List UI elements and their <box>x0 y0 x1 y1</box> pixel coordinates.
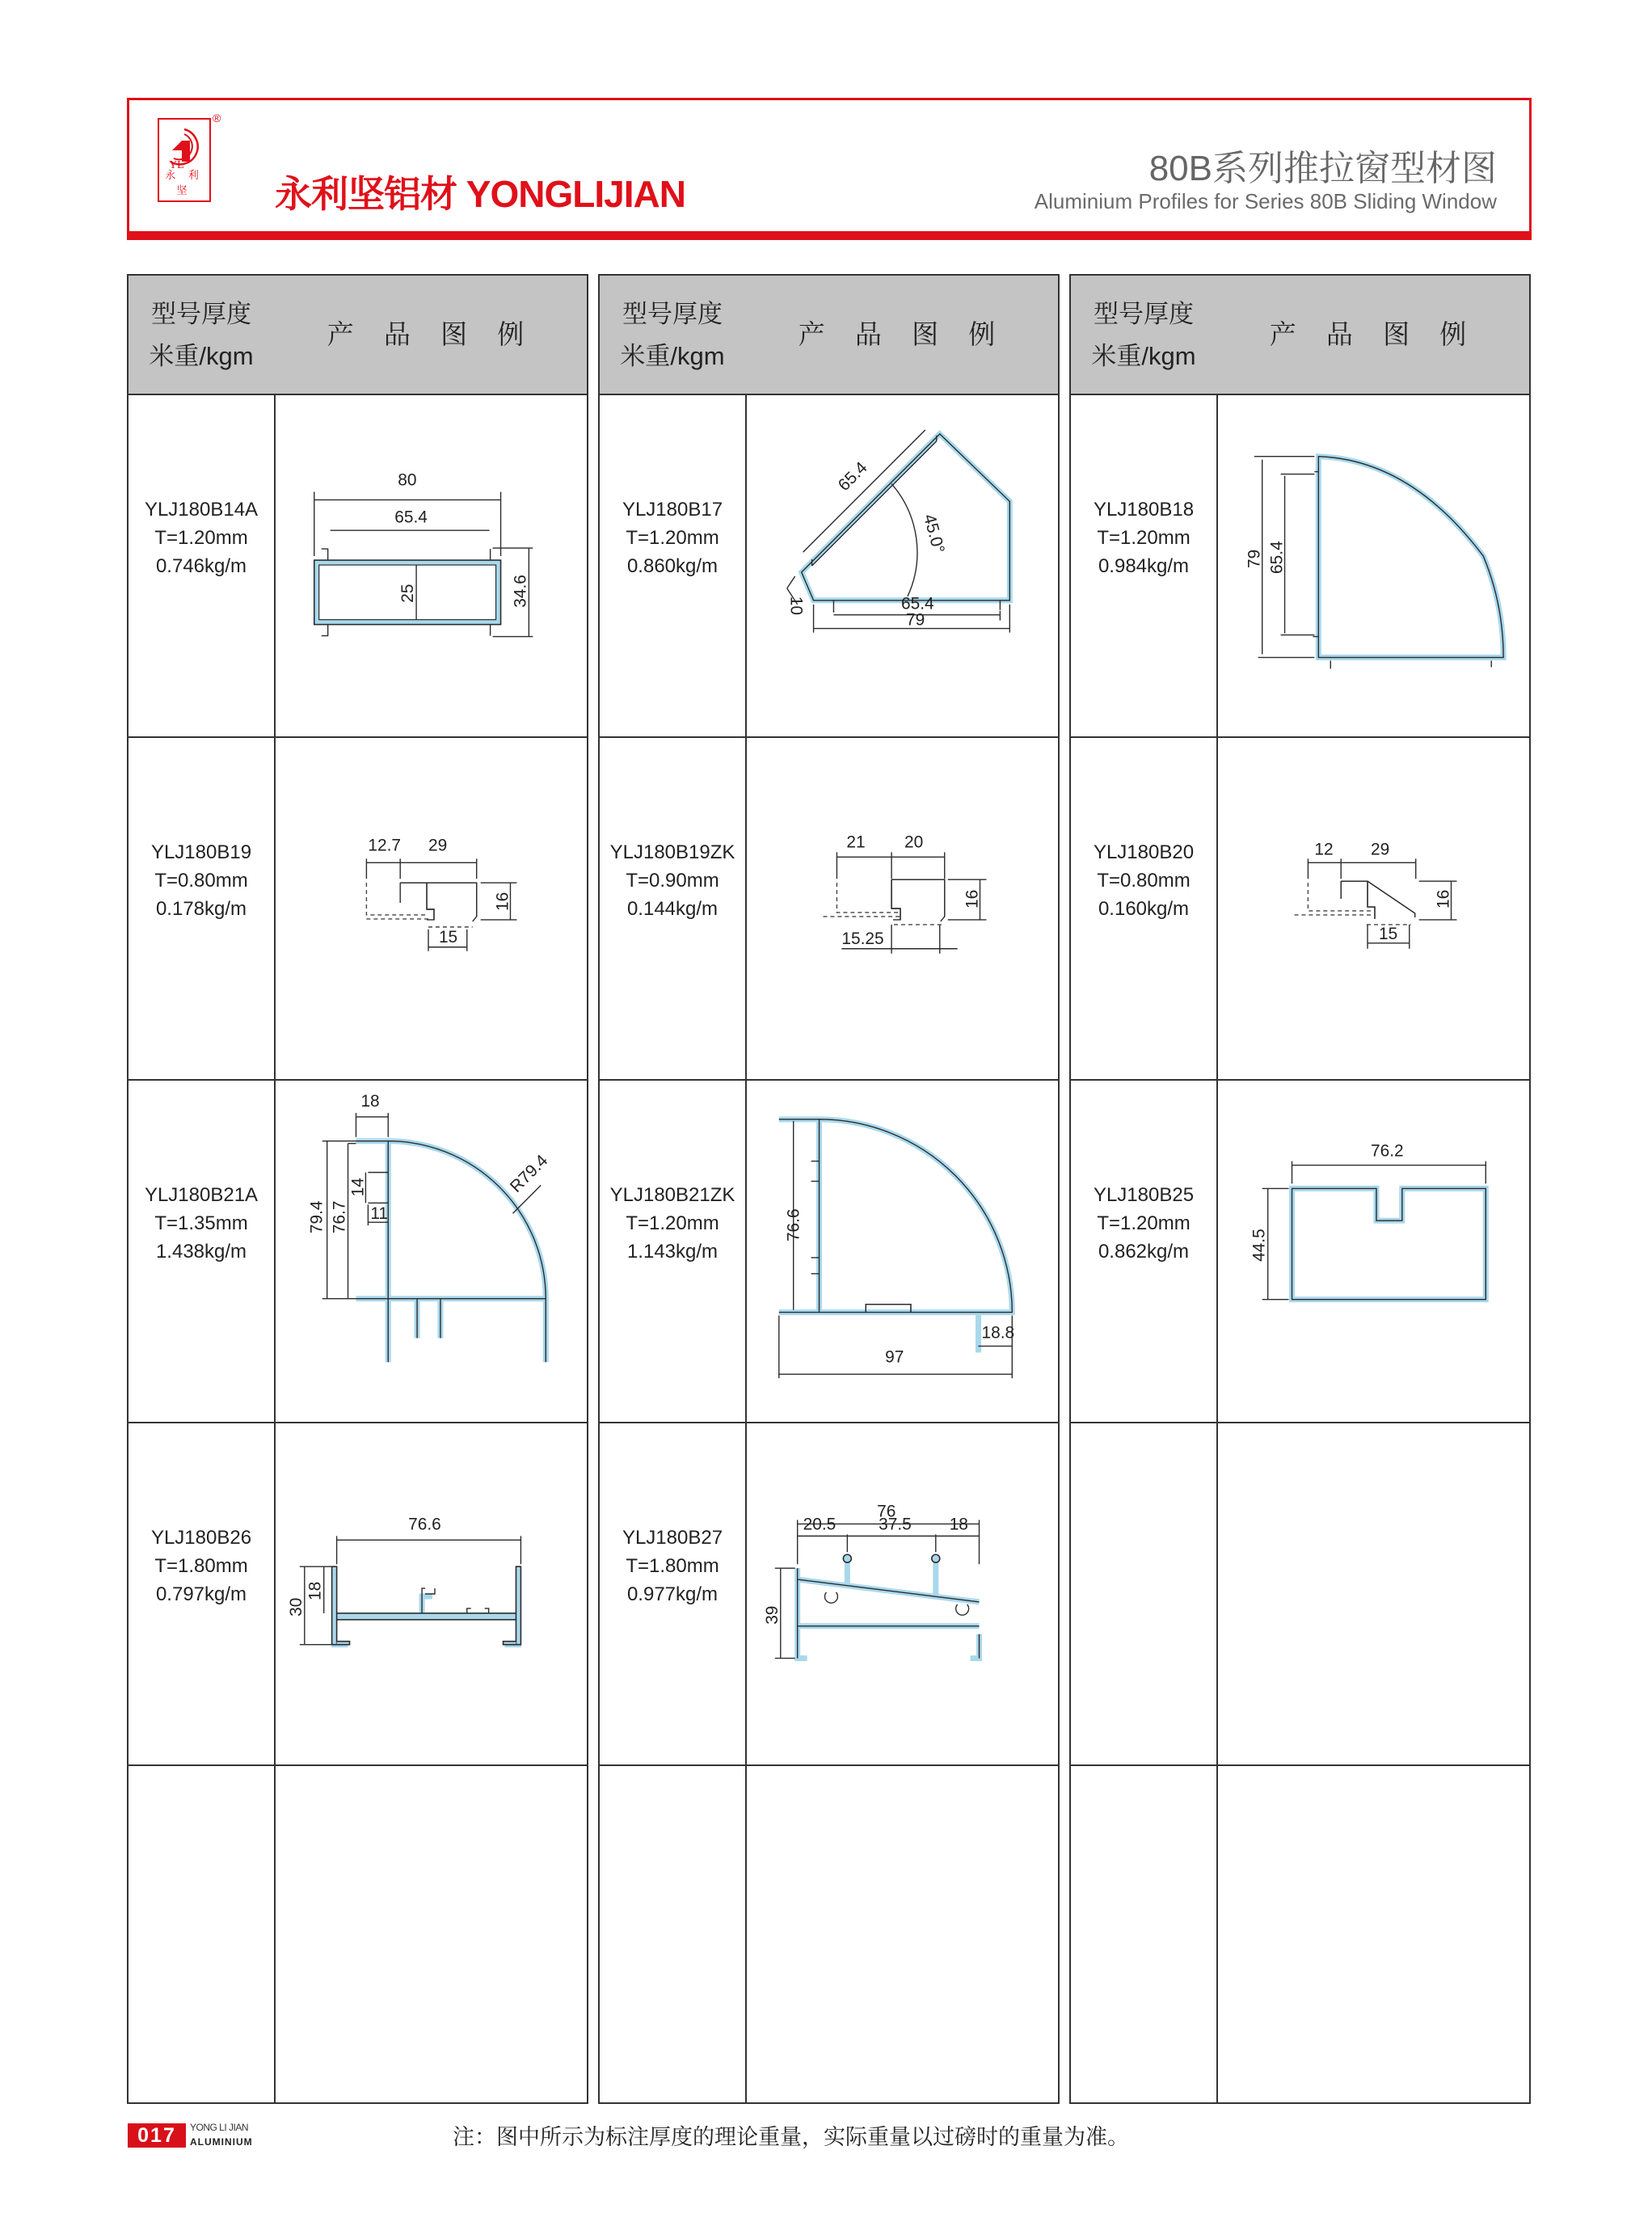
svg-text:18.8: 18.8 <box>981 1323 1015 1343</box>
svg-text:10: 10 <box>786 596 806 616</box>
svg-text:79: 79 <box>1245 549 1264 568</box>
profile-drawing-b20 <box>1218 738 1529 1079</box>
logo-subtitle: 永 利 坚 <box>165 169 204 196</box>
table-row-empty <box>129 1766 587 2109</box>
table-row-empty <box>1071 1766 1529 2109</box>
profile-diagram <box>1218 1423 1529 1764</box>
profile-drawing-b18 <box>1218 395 1529 736</box>
profile-diagram <box>276 1766 587 2109</box>
table-row <box>600 1081 1058 1423</box>
svg-text:80: 80 <box>398 470 417 490</box>
table-row-empty <box>1071 1423 1529 1766</box>
svg-text:21: 21 <box>846 833 866 852</box>
svg-text:12.7: 12.7 <box>368 836 402 855</box>
unit-weight: 0.144kg/m <box>626 897 719 920</box>
profile-diagram <box>1218 738 1529 1079</box>
profile-drawing-b21zk <box>747 1081 1058 1422</box>
unit-weight: 0.977kg/m <box>626 1583 719 1605</box>
page-header <box>127 98 1532 240</box>
spec-cell <box>600 738 745 1079</box>
spec-cell <box>1071 1423 1216 1764</box>
svg-text:76.2: 76.2 <box>1371 1141 1404 1161</box>
table-row <box>1071 738 1529 1081</box>
svg-text:76.6: 76.6 <box>784 1208 803 1242</box>
profile-table-2 <box>598 274 1060 2104</box>
unit-weight: 0.746kg/m <box>155 554 247 577</box>
registered-mark: ® <box>213 112 221 124</box>
model-code: YLJ180B17 <box>622 498 723 521</box>
thickness: T=1.80mm <box>154 1554 248 1577</box>
svg-text:16: 16 <box>493 892 512 911</box>
table-row <box>129 1423 587 1766</box>
svg-text:20: 20 <box>904 833 924 852</box>
spec-cell <box>1071 738 1216 1079</box>
table-row <box>129 738 587 1081</box>
svg-text:65.4: 65.4 <box>394 508 428 527</box>
spec-cell <box>1071 1766 1216 2109</box>
header-model-column <box>1071 293 1216 377</box>
thickness: T=1.20mm <box>626 526 719 549</box>
table-row <box>1071 1081 1529 1423</box>
svg-text:79: 79 <box>905 610 925 630</box>
svg-text:45.0°: 45.0° <box>920 512 948 555</box>
svg-text:12: 12 <box>1314 840 1334 859</box>
unit-weight: 1.438kg/m <box>155 1240 247 1263</box>
header-model-label: 型号厚度 <box>1094 300 1194 328</box>
model-code: YLJ180B20 <box>1093 841 1195 863</box>
page-title-cn: 80B系列推拉窗型材图 <box>1148 149 1497 188</box>
profile-table-1 <box>127 274 588 2104</box>
thickness: T=0.90mm <box>626 869 719 892</box>
svg-text:20.5: 20.5 <box>803 1515 837 1534</box>
unit-weight: 0.860kg/m <box>626 554 719 577</box>
unit-weight: 0.862kg/m <box>1098 1240 1190 1263</box>
profile-table-3 <box>1069 274 1531 2104</box>
svg-text:15: 15 <box>438 927 458 946</box>
table-header <box>129 276 587 395</box>
svg-text:65.4: 65.4 <box>834 458 871 495</box>
spec-cell <box>600 1081 745 1422</box>
svg-text:76: 76 <box>877 1502 896 1521</box>
spec-cell <box>600 1423 745 1764</box>
spec-cell <box>1071 395 1216 736</box>
svg-text:18: 18 <box>360 1091 380 1111</box>
svg-text:29: 29 <box>1371 840 1390 859</box>
spec-cell <box>129 1423 274 1764</box>
profile-drawing-b17 <box>747 395 1058 736</box>
svg-text:18: 18 <box>306 1581 325 1600</box>
svg-text:79.4: 79.4 <box>307 1200 327 1234</box>
profile-drawing-b19 <box>276 738 587 1079</box>
model-code: YLJ180B26 <box>150 1526 252 1549</box>
profile-diagram <box>747 1766 1058 2109</box>
table-row <box>1071 395 1529 738</box>
svg-text:76.7: 76.7 <box>330 1200 349 1234</box>
profile-diagram <box>276 395 587 736</box>
profile-diagram <box>747 738 1058 1079</box>
thickness: T=1.20mm <box>1097 1212 1191 1234</box>
svg-text:15: 15 <box>1378 924 1398 943</box>
thickness: T=1.80mm <box>626 1554 719 1577</box>
spec-cell <box>600 395 745 736</box>
profile-drawing-b27 <box>747 1423 1058 1764</box>
svg-text:14: 14 <box>348 1178 368 1197</box>
header-diagram-column: 产 品 图 例 <box>798 319 1007 349</box>
svg-text:65.4: 65.4 <box>1267 541 1287 574</box>
thickness: T=0.80mm <box>1097 869 1191 892</box>
profile-drawing-b26 <box>276 1423 587 1764</box>
svg-text:39: 39 <box>762 1605 782 1625</box>
header-accent-bar <box>127 231 1532 240</box>
svg-text:44.5: 44.5 <box>1250 1229 1269 1262</box>
svg-text:15.25: 15.25 <box>841 929 884 948</box>
profile-diagram <box>747 1423 1058 1764</box>
svg-text:YL: YL <box>169 159 184 171</box>
table-row <box>129 395 587 738</box>
profile-diagram <box>276 1423 587 1764</box>
profile-drawing-b19zk <box>747 738 1058 1079</box>
header-model-label: 型号厚度 <box>151 300 251 328</box>
model-code: YLJ180B21A <box>144 1183 259 1206</box>
header-weight-label: 米重/kgm <box>149 342 254 370</box>
table-row <box>600 1423 1058 1766</box>
table-row <box>600 738 1058 1081</box>
header-diagram-column: 产 品 图 例 <box>1269 319 1478 349</box>
header-diagram-column: 产 品 图 例 <box>327 319 536 349</box>
svg-text:65.4: 65.4 <box>901 594 934 613</box>
spec-cell <box>1071 1081 1216 1422</box>
model-code: YLJ180B21ZK <box>609 1183 735 1206</box>
header-model-column <box>129 293 274 377</box>
svg-text:18: 18 <box>949 1515 968 1534</box>
profile-drawing-b21a <box>276 1081 587 1422</box>
unit-weight: 0.984kg/m <box>1098 554 1190 577</box>
table-row <box>129 1081 587 1423</box>
profile-diagram <box>276 1081 587 1422</box>
header-model-label: 型号厚度 <box>622 300 723 328</box>
table-row <box>600 395 1058 738</box>
thickness: T=0.80mm <box>154 869 248 892</box>
spec-cell <box>129 1766 274 2109</box>
svg-text:30: 30 <box>286 1597 306 1617</box>
brand-logo <box>158 118 211 202</box>
spec-cell <box>129 738 274 1079</box>
unit-weight: 0.160kg/m <box>1098 897 1190 920</box>
svg-text:R79.4: R79.4 <box>506 1151 552 1196</box>
header-weight-label: 米重/kgm <box>620 342 725 370</box>
profile-drawing-b14a <box>276 395 587 736</box>
table-header <box>600 276 1058 395</box>
svg-text:25: 25 <box>398 584 418 603</box>
spec-cell <box>129 395 274 736</box>
profile-diagram <box>276 738 587 1079</box>
model-code: YLJ180B19 <box>150 841 252 863</box>
table-header <box>1071 276 1529 395</box>
profile-diagram <box>1218 1081 1529 1422</box>
profile-diagram <box>747 395 1058 736</box>
svg-text:11: 11 <box>370 1204 389 1224</box>
svg-text:76.6: 76.6 <box>408 1515 441 1534</box>
svg-text:16: 16 <box>1434 889 1453 909</box>
thickness: T=1.20mm <box>1097 526 1191 549</box>
profile-diagram <box>747 1081 1058 1422</box>
svg-text:16: 16 <box>963 889 982 909</box>
thickness: T=1.20mm <box>626 1212 719 1234</box>
model-code: YLJ180B14A <box>144 498 259 521</box>
table-row-empty <box>600 1766 1058 2109</box>
header-model-column <box>600 293 745 377</box>
thickness: T=1.35mm <box>154 1212 248 1234</box>
header-weight-label: 米重/kgm <box>1091 342 1196 370</box>
page-title-en: Aluminium Profiles for Series 80B Sliding Window <box>1034 189 1497 213</box>
profile-diagram <box>1218 395 1529 736</box>
unit-weight: 0.178kg/m <box>155 897 247 920</box>
spec-cell <box>129 1081 274 1422</box>
svg-text:37.5: 37.5 <box>879 1515 912 1534</box>
footer-brand-line1: YONG LI JIAN <box>190 2122 249 2133</box>
thickness: T=1.20mm <box>154 526 248 549</box>
page-number: 017 <box>128 2123 186 2148</box>
profile-diagram <box>1218 1766 1529 2109</box>
brand-name: 永利坚铝材 YONGLIJIAN <box>275 173 685 215</box>
unit-weight: 0.797kg/m <box>155 1583 247 1605</box>
spec-cell <box>600 1766 745 2109</box>
model-code: YLJ180B27 <box>622 1526 723 1549</box>
svg-text:29: 29 <box>428 836 448 855</box>
profile-drawing-b25 <box>1218 1081 1529 1422</box>
svg-text:97: 97 <box>885 1347 904 1367</box>
svg-text:34.6: 34.6 <box>511 575 530 608</box>
footer-brand-line2: ALUMINIUM <box>190 2136 253 2148</box>
unit-weight: 1.143kg/m <box>626 1240 719 1263</box>
model-code: YLJ180B18 <box>1093 498 1195 521</box>
footnote: 注：图中所示为标注厚度的理论重量，实际重量以过磅时的重量为准。 <box>453 2125 1129 2149</box>
model-code: YLJ180B19ZK <box>609 841 735 863</box>
model-code: YLJ180B25 <box>1093 1183 1195 1206</box>
